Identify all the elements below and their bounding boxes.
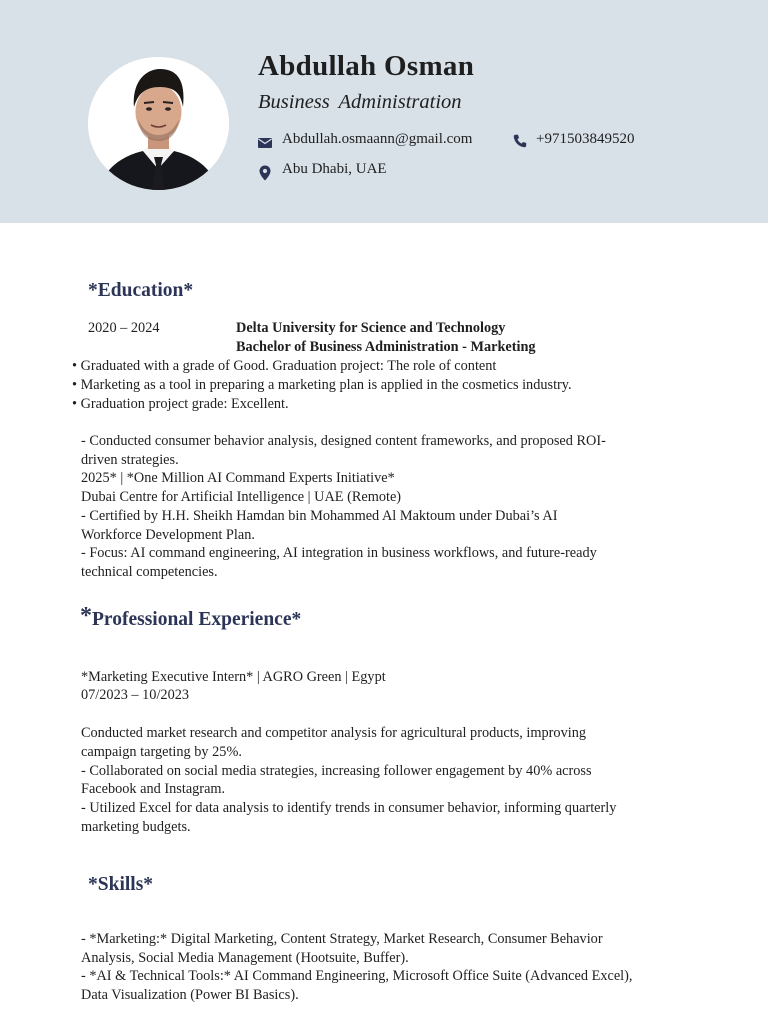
email-link[interactable]: Abdullah.osmaann@gmail.com <box>282 131 473 147</box>
skills-text-line: - *Marketing:* Digital Marketing, Content Strategy, Market Research, Consumer Behavior <box>81 931 603 947</box>
experience-text-line: Conducted market research and competitor analysis for agricultural products, improving <box>81 725 586 741</box>
skills-text-line: Data Visualization (Power BI Basics). <box>81 987 299 1003</box>
education-heading: *Education* <box>88 280 194 301</box>
phone-icon <box>513 134 527 153</box>
experience-text-line: campaign targeting by 25%. <box>81 744 242 760</box>
experience-text-line: Facebook and Instagram. <box>81 781 226 797</box>
education-text-line: - Focus: AI command engineering, AI integration in business workflows, and future-ready <box>81 545 597 561</box>
education-degree: Bachelor of Business Administration - Marketing <box>236 339 536 355</box>
education-years: 2020 – 2024 <box>88 320 160 336</box>
skills-text-line: - *AI & Technical Tools:* AI Command Engineering, Microsoft Office Suite (Advanced Excel), <box>81 968 633 984</box>
envelope-icon <box>258 136 272 154</box>
education-text-line: - Certified by H.H. Sheikh Hamdan bin Mohammed Al Maktoum under Dubai’s AI <box>81 508 558 524</box>
experience-heading-star: * <box>80 603 92 629</box>
experience-text-line: marketing budgets. <box>81 819 191 835</box>
candidate-title: Business Administration <box>258 91 462 113</box>
experience-text-line: - Utilized Excel for data analysis to identify trends in consumer behavior, informing quarterly <box>81 800 617 816</box>
location-pin-icon <box>259 165 271 186</box>
skills-text-line: Analysis, Social Media Management (Hootsuite, Buffer). <box>81 950 409 966</box>
list-item: • Marketing as a tool in preparing a marketing plan is applied in the cosmetics industry. <box>72 377 572 393</box>
phone-number[interactable]: +971503849520 <box>536 131 635 147</box>
location-text: Abu Dhabi, UAE <box>282 161 387 177</box>
education-text-line: Workforce Development Plan. <box>81 527 255 543</box>
experience-role: *Marketing Executive Intern* | AGRO Green | Egypt <box>81 669 386 685</box>
education-text-line: 2025* | *One Million AI Command Experts Initiative* <box>81 470 395 486</box>
experience-text-line: - Collaborated on social media strategies, increasing follower engagement by 40% across <box>81 763 592 779</box>
education-text-line: driven strategies. <box>81 452 179 468</box>
experience-heading-text: Professional Experience* <box>92 609 302 630</box>
education-text-line: - Conducted consumer behavior analysis, designed content frameworks, and proposed ROI- <box>81 433 606 449</box>
list-item: • Graduated with a grade of Good. Graduation project: The role of content <box>72 358 497 374</box>
candidate-name: Abdullah Osman <box>258 50 475 82</box>
education-text-line: Dubai Centre for Artificial Intelligence | UAE (Remote) <box>81 489 402 505</box>
profile-photo <box>88 57 229 190</box>
experience-heading <box>80 605 301 632</box>
skills-heading: *Skills* <box>88 874 154 895</box>
header-band <box>0 0 768 223</box>
experience-dates: 07/2023 – 10/2023 <box>81 687 190 703</box>
education-institution: Delta University for Science and Technology <box>236 320 506 336</box>
list-item: • Graduation project grade: Excellent. <box>72 396 289 412</box>
education-text-line: technical competencies. <box>81 564 218 580</box>
